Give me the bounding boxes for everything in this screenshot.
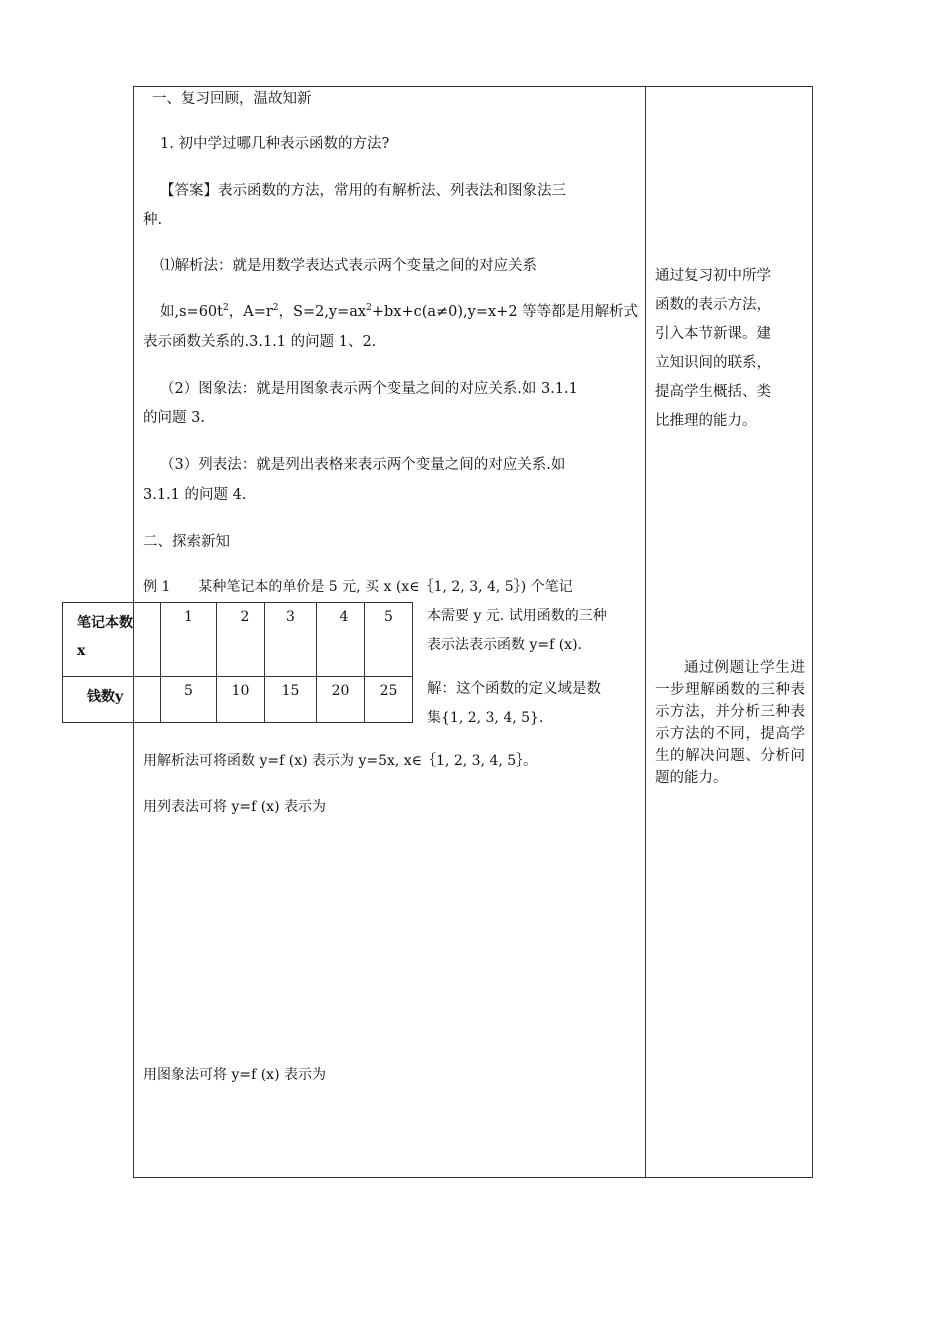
table-header-notebooks: 笔记本数 x: [63, 603, 161, 677]
table-cell: 15: [265, 677, 317, 723]
side-note-example: 通过例题让学生进一步理解函数的三种表示方法，并分析三种表示方法的不同，提高学生的解决问题、分析问题的能力。: [655, 660, 805, 786]
table-cell: 4: [317, 603, 365, 677]
method-2-line-1: （2）图象法：就是用图象表示两个变量之间的对应关系.如 3.1.1: [160, 381, 578, 397]
side-note-line: 通过复习初中所学: [655, 268, 771, 284]
table-cell: 3: [265, 603, 317, 677]
table-cell: 5: [365, 603, 413, 677]
solution-line-2: 集{1, 2, 3, 4, 5}.: [427, 710, 544, 726]
method-3-line-2: 3.1.1 的问题 4.: [143, 487, 247, 503]
answer-line-1: 【答案】表示函数的方法，常用的有解析法、列表法和图象法三: [160, 183, 566, 199]
table-cell: 25: [365, 677, 413, 723]
section2-title: 二、探索新知: [143, 534, 230, 550]
side-note-line: 提高学生概括、类: [655, 384, 771, 400]
method-2-line-2: 的问题 3.: [143, 410, 205, 426]
table-cell: 2: [217, 603, 265, 677]
side-note-line: 函数的表示方法，: [655, 297, 771, 313]
question-1: 1. 初中学过哪几种表示函数的方法?: [160, 136, 390, 152]
method-1-example-line-2: 表示函数关系的.3.1.1 的问题 1、2.: [143, 334, 377, 350]
table-cell: 10: [217, 677, 265, 723]
example-1-line-2: 本需要 y 元. 试用函数的三种: [427, 608, 607, 624]
method-1-example: 如$,s=60t^2$，$A=r^2$，$S=2,y=ax^2+bx+c(a\ne 0),y=x+2$ 等等都是用解析式: [160, 303, 639, 320]
side-note-review: [655, 262, 795, 436]
section1-title: 一、复习回顾，温故知新: [152, 91, 312, 107]
example-1-line-3: 表示法表示函数 y=f (x).: [427, 637, 582, 653]
side-note-line: 引入本节新课。建: [655, 326, 771, 342]
method-3-line-1: （3）列表法：就是列出表格来表示两个变量之间的对应关系.如: [160, 457, 566, 473]
example-1-line-1: 例 1 某种笔记本的单价是 5 元, 买 x (x∈｛1, 2, 3, 4, 5｝) 个笔记: [143, 579, 573, 595]
table-cell: 20: [317, 677, 365, 723]
side-note-line: 比推理的能力。: [655, 413, 757, 429]
table-header-money: 钱数y: [63, 677, 161, 723]
notebook-price-table: [62, 602, 413, 723]
side-note-line: 立知识间的联系，: [655, 355, 771, 371]
table-row: [63, 603, 413, 677]
graph-method-line: 用图象法可将 y=f (x) 表示为: [143, 1067, 326, 1083]
column-divider: [645, 86, 646, 1178]
table-cell: 1: [161, 603, 217, 677]
solution-line-1: 解：这个函数的定义域是数: [427, 681, 601, 697]
analytic-method-line: 用解析法可将函数 y=f (x) 表示为 y=5x, x∈｛1, 2, 3, 4, 5｝。: [143, 753, 538, 769]
method-1-title: ⑴解析法：就是用数学表达式表示两个变量之间的对应关系: [160, 258, 537, 274]
list-method-line: 用列表法可将 y=f (x) 表示为: [143, 799, 326, 815]
answer-line-2: 种.: [143, 212, 163, 228]
table-cell: 5: [161, 677, 217, 723]
table-row: [63, 677, 413, 723]
